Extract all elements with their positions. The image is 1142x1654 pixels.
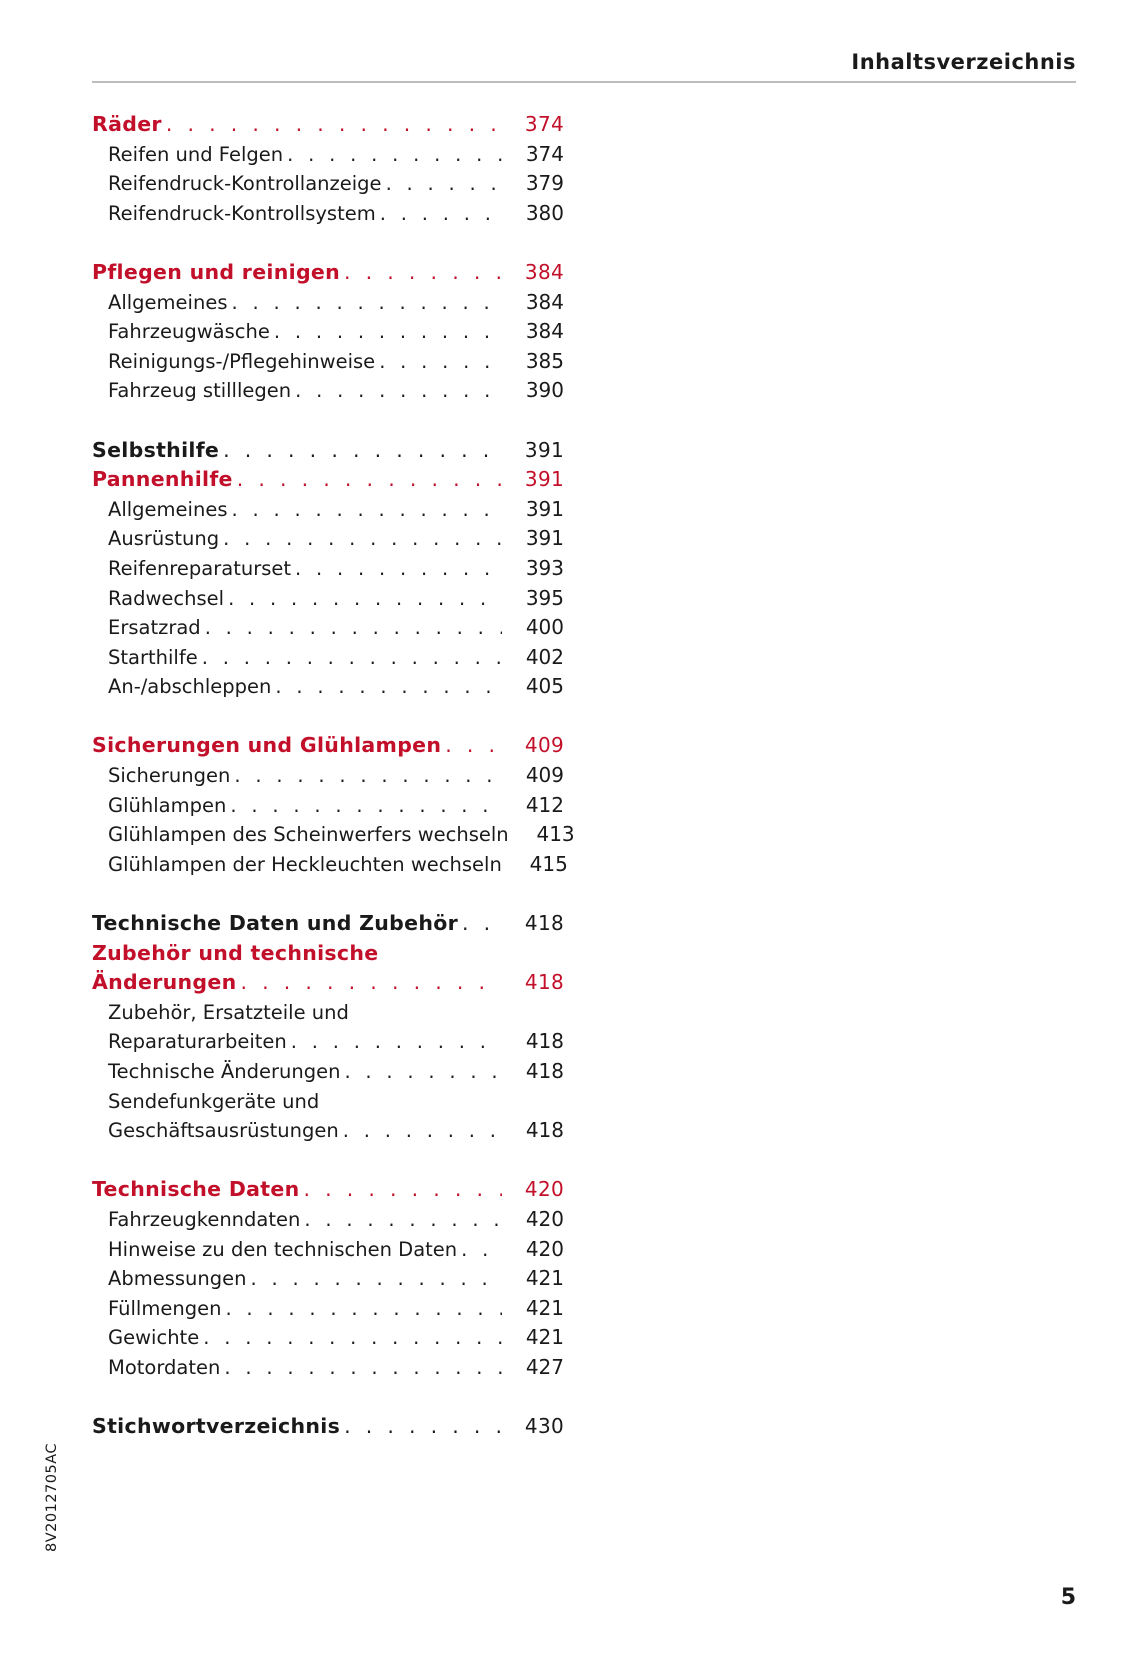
toc-subentry[interactable] <box>92 791 564 821</box>
toc-entry-page: 391 <box>502 436 564 466</box>
page-header-title: Inhaltsverzeichnis <box>851 50 1076 74</box>
toc-subentry[interactable] <box>92 524 564 554</box>
toc-section-entry[interactable] <box>92 465 564 495</box>
toc-entry-label: Sicherungen und Glühlampen <box>92 731 445 761</box>
toc-entry-page: 391 <box>502 465 564 495</box>
toc-entry-label: Glühlampen <box>108 791 230 821</box>
toc-entry-label: Pflegen und reinigen <box>92 258 344 288</box>
toc-leader-dots <box>237 465 502 495</box>
toc-leader-dots <box>230 791 502 821</box>
toc-leader-dots <box>274 317 502 347</box>
toc-entry-page: 427 <box>502 1353 564 1383</box>
toc-entry-label: Fahrzeugkenndaten <box>108 1205 304 1235</box>
toc-entry-label: Pannenhilfe <box>92 465 237 495</box>
toc-section-entry[interactable] <box>92 731 564 761</box>
toc-subentry[interactable] <box>92 1235 564 1265</box>
toc-entry-page: 409 <box>502 731 564 761</box>
toc-entry-page: 409 <box>502 761 564 791</box>
toc-leader-dots <box>291 1027 502 1057</box>
toc-entry-page: 400 <box>502 613 564 643</box>
toc-subentry[interactable] <box>92 1294 564 1324</box>
toc-leader-dots <box>295 376 502 406</box>
toc-entry-label: Allgemeines <box>108 288 231 318</box>
toc-subentry[interactable] <box>92 1027 564 1057</box>
toc-leader-dots <box>344 1057 502 1087</box>
toc-entry-page: 418 <box>502 909 564 939</box>
toc-leader-dots <box>228 584 502 614</box>
toc-entry-label: Motordaten <box>108 1353 224 1383</box>
toc-subentry[interactable] <box>92 584 564 614</box>
document-code: 8V2012705AC <box>44 1442 60 1552</box>
toc-subentry[interactable] <box>92 1087 564 1117</box>
toc-entry-label: Glühlampen des Scheinwerfers wechseln <box>108 820 513 850</box>
table-of-contents <box>92 110 575 1442</box>
toc-subentry[interactable] <box>92 1205 564 1235</box>
toc-subentry[interactable] <box>92 199 564 229</box>
toc-leader-dots <box>275 672 502 702</box>
toc-entry-label: Reifendruck-Kontrollanzeige <box>108 169 386 199</box>
toc-entry-page: 430 <box>502 1412 564 1442</box>
toc-section-entry[interactable] <box>92 1175 564 1205</box>
toc-subentry[interactable] <box>92 495 564 525</box>
toc-entry-label: Technische Änderungen <box>108 1057 344 1087</box>
toc-leader-dots <box>445 731 502 761</box>
toc-entry-label: Reifen und Felgen <box>108 140 287 170</box>
toc-entry-label: Reifendruck-Kontrollsystem <box>108 199 380 229</box>
page-number: 5 <box>1060 1585 1076 1610</box>
toc-entry-page: 402 <box>502 643 564 673</box>
toc-section-entry[interactable] <box>92 939 564 969</box>
toc-entry-label: Änderungen <box>92 968 241 998</box>
toc-entry-page: 418 <box>502 968 564 998</box>
toc-entry-page: 391 <box>502 524 564 554</box>
toc-leader-dots <box>234 761 502 791</box>
toc-entry-label: Glühlampen der Heckleuchten wechseln <box>108 850 506 880</box>
toc-subentry[interactable] <box>92 1353 564 1383</box>
toc-entry-page: 390 <box>502 376 564 406</box>
toc-subentry[interactable] <box>92 288 564 318</box>
toc-leader-dots <box>344 1412 502 1442</box>
toc-entry-label: Gewichte <box>108 1323 203 1353</box>
toc-leader-dots <box>379 347 502 377</box>
toc-entry-page: 413 <box>513 820 575 850</box>
toc-subentry[interactable] <box>92 613 564 643</box>
toc-subentry[interactable] <box>92 1116 564 1146</box>
toc-entry-label: Ersatzrad <box>108 613 205 643</box>
toc-entry-page: 405 <box>502 672 564 702</box>
toc-subentry[interactable] <box>92 1057 564 1087</box>
toc-entry-label: Fahrzeugwäsche <box>108 317 274 347</box>
toc-entry-label: Technische Daten und Zubehör <box>92 909 462 939</box>
toc-leader-dots <box>231 288 502 318</box>
toc-entry-label: Ausrüstung <box>108 524 223 554</box>
toc-entry-page: 384 <box>502 288 564 318</box>
toc-subentry[interactable] <box>92 169 564 199</box>
toc-entry-page: 415 <box>506 850 568 880</box>
toc-entry-label: Reifenreparaturset <box>108 554 295 584</box>
toc-entry-page: 412 <box>502 791 564 821</box>
toc-section-entry[interactable] <box>92 110 564 140</box>
toc-entry-page: 418 <box>502 1027 564 1057</box>
toc-leader-dots <box>287 140 502 170</box>
header-rule <box>92 81 1076 83</box>
toc-entry-label: Technische Daten <box>92 1175 303 1205</box>
toc-leader-dots <box>202 643 502 673</box>
toc-entry-label: Zubehör und technische <box>92 939 382 969</box>
toc-entry-label: Radwechsel <box>108 584 228 614</box>
toc-subentry[interactable] <box>92 317 564 347</box>
toc-entry-page: 374 <box>502 140 564 170</box>
toc-subentry[interactable] <box>92 998 564 1028</box>
toc-entry-label: Geschäftsausrüstungen <box>108 1116 343 1146</box>
toc-entry-label: Räder <box>92 110 166 140</box>
toc-entry-page: 421 <box>502 1323 564 1353</box>
toc-entry-page: 420 <box>502 1235 564 1265</box>
toc-leader-dots <box>224 1353 502 1383</box>
toc-subentry[interactable] <box>92 761 564 791</box>
toc-entry-page: 380 <box>502 199 564 229</box>
toc-entry-page: 418 <box>502 1116 564 1146</box>
toc-entry-page: 385 <box>502 347 564 377</box>
toc-entry-label: Hinweise zu den technischen Daten <box>108 1235 461 1265</box>
toc-entry-page: 420 <box>502 1205 564 1235</box>
toc-entry-page: 418 <box>502 1057 564 1087</box>
toc-entry-label: Sicherungen <box>108 761 234 791</box>
toc-section-entry[interactable] <box>92 909 564 939</box>
toc-entry-label: Allgemeines <box>108 495 231 525</box>
toc-entry-page: 420 <box>502 1175 564 1205</box>
toc-leader-dots <box>250 1264 502 1294</box>
toc-leader-dots <box>205 613 502 643</box>
toc-leader-dots <box>461 1235 502 1265</box>
toc-entry-page: 384 <box>502 258 564 288</box>
toc-leader-dots <box>241 968 502 998</box>
toc-entry-page: 421 <box>502 1294 564 1324</box>
toc-subentry[interactable] <box>92 554 564 584</box>
toc-section-entry[interactable] <box>92 968 564 998</box>
toc-subentry[interactable] <box>92 347 564 377</box>
toc-entry-page: 391 <box>502 495 564 525</box>
toc-leader-dots <box>303 1175 502 1205</box>
toc-entry-label: Zubehör, Ersatzteile und <box>108 998 353 1028</box>
toc-leader-dots <box>344 258 502 288</box>
toc-leader-dots <box>295 554 502 584</box>
toc-entry-label: Starthilfe <box>108 643 202 673</box>
toc-subentry[interactable] <box>92 672 564 702</box>
toc-entry-label: Reinigungs-/Pflegehinweise <box>108 347 379 377</box>
toc-entry-label: Füllmengen <box>108 1294 225 1324</box>
toc-entry-page: 384 <box>502 317 564 347</box>
toc-entry-label: Fahrzeug stilllegen <box>108 376 295 406</box>
toc-entry-page: 421 <box>502 1264 564 1294</box>
toc-entry-label: Stichwortverzeichnis <box>92 1412 344 1442</box>
toc-leader-dots <box>386 169 502 199</box>
toc-entry-page: 374 <box>502 110 564 140</box>
toc-entry-label: Abmessungen <box>108 1264 250 1294</box>
toc-subentry[interactable] <box>92 1264 564 1294</box>
toc-section-entry[interactable] <box>92 1412 564 1442</box>
toc-leader-dots <box>166 110 502 140</box>
toc-subentry[interactable] <box>92 140 564 170</box>
toc-entry-label: Reparaturarbeiten <box>108 1027 291 1057</box>
toc-leader-dots <box>380 199 502 229</box>
toc-entry-page: 395 <box>502 584 564 614</box>
toc-leader-dots <box>223 524 502 554</box>
toc-subentry[interactable] <box>92 820 575 850</box>
toc-subentry[interactable] <box>92 850 568 880</box>
toc-entry-page: 393 <box>502 554 564 584</box>
toc-entry-label: Sendefunkgeräte und <box>108 1087 323 1117</box>
toc-leader-dots <box>231 495 502 525</box>
toc-entry-label: An-/abschleppen <box>108 672 275 702</box>
toc-section-entry[interactable] <box>92 258 564 288</box>
toc-section-entry[interactable] <box>92 436 564 466</box>
toc-entry-page: 379 <box>502 169 564 199</box>
toc-subentry[interactable] <box>92 376 564 406</box>
toc-subentry[interactable] <box>92 1323 564 1353</box>
toc-leader-dots <box>304 1205 502 1235</box>
toc-leader-dots <box>462 909 502 939</box>
toc-leader-dots <box>343 1116 502 1146</box>
toc-subentry[interactable] <box>92 643 564 673</box>
toc-entry-label: Selbsthilfe <box>92 436 223 466</box>
toc-leader-dots <box>223 436 502 466</box>
toc-leader-dots <box>225 1294 502 1324</box>
toc-leader-dots <box>203 1323 502 1353</box>
